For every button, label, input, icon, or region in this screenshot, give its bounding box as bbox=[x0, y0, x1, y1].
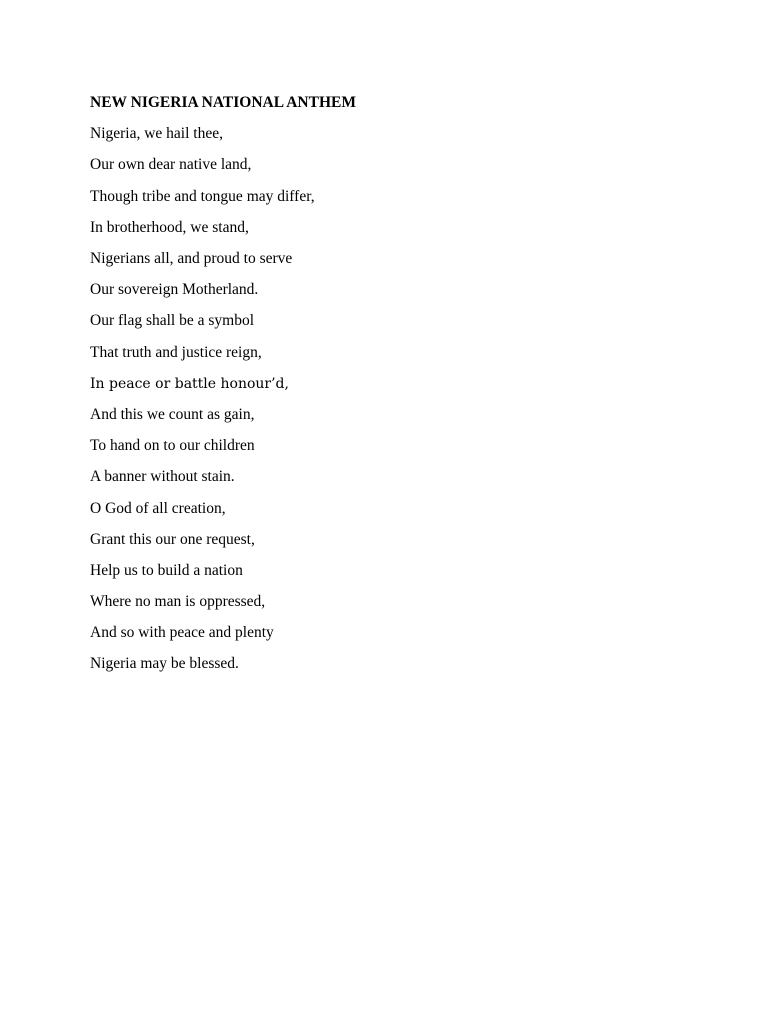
anthem-text-block bbox=[90, 93, 710, 686]
anthem-line-17: And so with peace and plenty bbox=[90, 624, 274, 642]
anthem-line-16: Where no man is oppressed, bbox=[90, 593, 266, 611]
anthem-line-13: O God of all creation, bbox=[90, 499, 226, 517]
anthem-line-5: Nigerians all, and proud to serve bbox=[90, 250, 293, 268]
anthem-line-7: Our flag shall be a symbol bbox=[90, 312, 255, 330]
anthem-lines bbox=[90, 124, 710, 674]
anthem-line-3: Though tribe and tongue may differ, bbox=[90, 187, 315, 205]
anthem-line-4: In brotherhood, we stand, bbox=[90, 218, 249, 236]
anthem-line-14: Grant this our one request, bbox=[90, 530, 255, 548]
anthem-line-10: And this we count as gain, bbox=[90, 405, 255, 423]
document-title: NEW NIGERIA NATIONAL ANTHEM bbox=[90, 94, 356, 111]
anthem-line-2: Our own dear native land, bbox=[90, 156, 252, 174]
anthem-line-6: Our sovereign Motherland. bbox=[90, 281, 259, 299]
anthem-line-9: In peace or battle honour’d, bbox=[90, 375, 289, 392]
anthem-line-8: That truth and justice reign, bbox=[90, 343, 262, 361]
anthem-line-11: To hand on to our children bbox=[90, 437, 255, 455]
anthem-line-18: Nigeria may be blessed. bbox=[90, 655, 239, 673]
anthem-line-1: Nigeria, we hail thee, bbox=[90, 125, 223, 143]
anthem-line-12: A banner without stain. bbox=[90, 468, 235, 486]
anthem-line-15: Help us to build a nation bbox=[90, 561, 243, 579]
